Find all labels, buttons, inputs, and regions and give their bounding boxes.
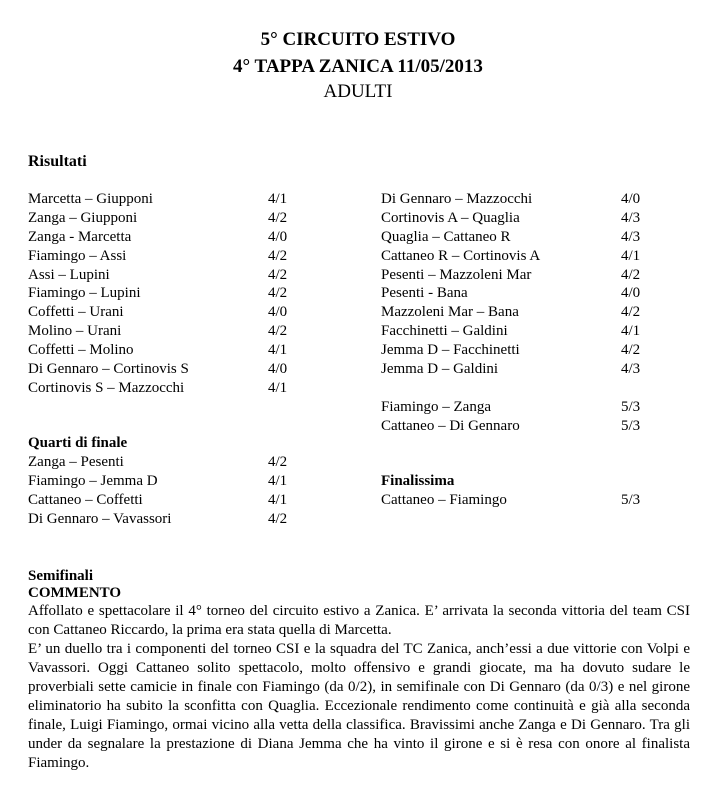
- result-row: [381, 190, 701, 209]
- match-name: Fiamingo – Assi: [28, 247, 127, 264]
- result-row: [28, 284, 348, 303]
- final-row: [381, 491, 701, 510]
- result-row: [381, 341, 701, 360]
- semifinal-row: [381, 417, 701, 436]
- match-score: 4/0: [268, 228, 288, 245]
- semifinals-heading: Semifinali: [28, 568, 94, 584]
- match-score: 4/1: [268, 472, 288, 489]
- match-name: Zanga - Marcetta: [28, 228, 132, 245]
- match-name: Marcetta – Giupponi: [28, 191, 153, 207]
- result-row: [28, 209, 348, 228]
- match-score: 4/3: [621, 361, 641, 378]
- match-score: 5/3: [621, 417, 641, 434]
- quarter-row: [28, 510, 348, 529]
- result-row: [381, 322, 701, 341]
- match-score: 4/2: [621, 304, 641, 321]
- result-row: [28, 266, 348, 285]
- results-left-list: [28, 190, 348, 398]
- match-name: Coffetti – Molino: [28, 342, 134, 359]
- match-name: Cortinovis S – Mazzocchi: [28, 379, 185, 396]
- match-name: Facchinetti – Galdini: [381, 323, 508, 340]
- match-name: Pesenti - Bana: [381, 285, 468, 302]
- quarter-row: [28, 453, 348, 472]
- match-score: 4/2: [268, 510, 288, 527]
- result-row: [381, 266, 701, 285]
- match-score: 5/3: [621, 492, 641, 508]
- match-name: Jemma D – Galdini: [381, 361, 499, 378]
- match-score: 4/2: [268, 454, 288, 470]
- comment-heading: COMMENTO: [28, 585, 122, 601]
- result-row: [28, 247, 348, 266]
- result-row: [28, 379, 348, 398]
- match-score: 4/2: [621, 342, 641, 359]
- match-name: Di Gennaro – Vavassori: [28, 510, 172, 527]
- result-row: [381, 284, 701, 303]
- result-row: [28, 360, 348, 379]
- match-score: 4/1: [268, 191, 288, 207]
- results-heading: Risultati: [28, 153, 87, 170]
- results-right-list: [381, 190, 701, 436]
- match-name: Zanga – Giupponi: [28, 209, 138, 226]
- result-row: [28, 341, 348, 360]
- match-name: Cortinovis A – Quaglia: [381, 209, 520, 226]
- match-name: Fiamingo – Jemma D: [28, 472, 158, 489]
- result-row: [28, 322, 348, 341]
- match-score: 4/2: [268, 323, 288, 340]
- match-score: 4/0: [268, 361, 288, 378]
- result-row: [381, 247, 701, 266]
- match-score: 4/1: [268, 491, 288, 508]
- title-stage: 4° TAPPA ZANICA 11/05/2013: [233, 56, 483, 77]
- match-score: 4/0: [268, 304, 288, 321]
- match-name: Cattaneo – Fiamingo: [381, 492, 507, 508]
- match-score: 4/1: [268, 342, 288, 359]
- result-row: [28, 228, 348, 247]
- match-score: 4/1: [268, 379, 288, 396]
- match-score: 4/0: [621, 285, 641, 302]
- match-name: Molino – Urani: [28, 323, 122, 340]
- quarters-heading: Quarti di finale: [28, 435, 128, 451]
- match-name: Di Gennaro – Mazzocchi: [381, 191, 533, 207]
- final-list: [381, 491, 701, 510]
- result-row: [28, 190, 348, 209]
- match-score: 4/0: [621, 191, 641, 207]
- match-score: 4/2: [268, 247, 288, 264]
- comment-paragraph: Affollato e spettacolare il 4° torneo del circuito estivo a Zanica. E’ arrivata la seconda vittoria del team CSI con Cattaneo Riccardo, la prima era stata quella di Marcetta.: [28, 603, 690, 638]
- comment-body: [28, 602, 690, 773]
- quarter-row: [28, 472, 348, 491]
- match-name: Coffetti – Urani: [28, 304, 124, 321]
- quarter-row: [28, 491, 348, 510]
- match-name: Assi – Lupini: [28, 266, 110, 283]
- comment-paragraph: E’ un duello tra i componenti del torneo CSI e la squadra del TC Zanica, anch’essi a due vittorie con Volpi e Vavassori. Oggi Cattaneo solito spettacolo, molto offensivo e grandi giocate, ma ha dovuto sudare le proverbiali sette camicie in finale con Fiamingo (da 0/2), in semifinale con Di Gennaro (da 0/3) e nel girone eliminatorio ha subito la sconfitta con Quaglia. Eccezionale rendimento come continuità e già alla seconda finale, Luigi Fiamingo, ormai vicino alla vetta della classifica. Bravissimi anche Zanga e Di Gennaro. Tra gli under da segnalare la prestazione di Diana Jemma che ha vinto il girone e si è resa con onore al finalista Fiamingo.: [28, 641, 690, 771]
- match-name: Cattaneo – Coffetti: [28, 491, 143, 508]
- match-name: Quaglia – Cattaneo R: [381, 228, 511, 245]
- match-name: Cattaneo – Di Gennaro: [381, 417, 520, 434]
- match-score: 4/2: [268, 209, 288, 226]
- semifinal-row: [381, 398, 701, 417]
- match-name: Jemma D – Facchinetti: [381, 342, 520, 359]
- match-name: Di Gennaro – Cortinovis S: [28, 361, 189, 378]
- match-name: Fiamingo – Lupini: [28, 285, 141, 302]
- match-name: Cattaneo R – Cortinovis A: [381, 247, 541, 264]
- match-score: 5/3: [621, 398, 641, 415]
- result-row: [381, 209, 701, 228]
- match-name: Fiamingo – Zanga: [381, 398, 491, 415]
- match-name: Pesenti – Mazzoleni Mar: [381, 266, 532, 283]
- match-score: 4/1: [621, 323, 641, 340]
- match-name: Mazzoleni Mar – Bana: [381, 304, 519, 321]
- result-row: [28, 303, 348, 322]
- spacer: [381, 379, 701, 398]
- match-score: 4/2: [268, 266, 288, 283]
- match-score: 4/3: [621, 228, 641, 245]
- match-score: 4/1: [621, 247, 641, 264]
- match-score: 4/2: [621, 266, 641, 283]
- match-name: Zanga – Pesenti: [28, 454, 124, 470]
- match-score: 4/3: [621, 209, 641, 226]
- result-row: [381, 360, 701, 379]
- result-row: [381, 303, 701, 322]
- title-circuit: 5° CIRCUITO ESTIVO: [260, 29, 456, 50]
- title-category: ADULTI: [323, 81, 393, 102]
- match-score: 4/2: [268, 285, 288, 302]
- final-heading: Finalissima: [381, 473, 455, 489]
- result-row: [381, 228, 701, 247]
- quarters-list: [28, 453, 348, 529]
